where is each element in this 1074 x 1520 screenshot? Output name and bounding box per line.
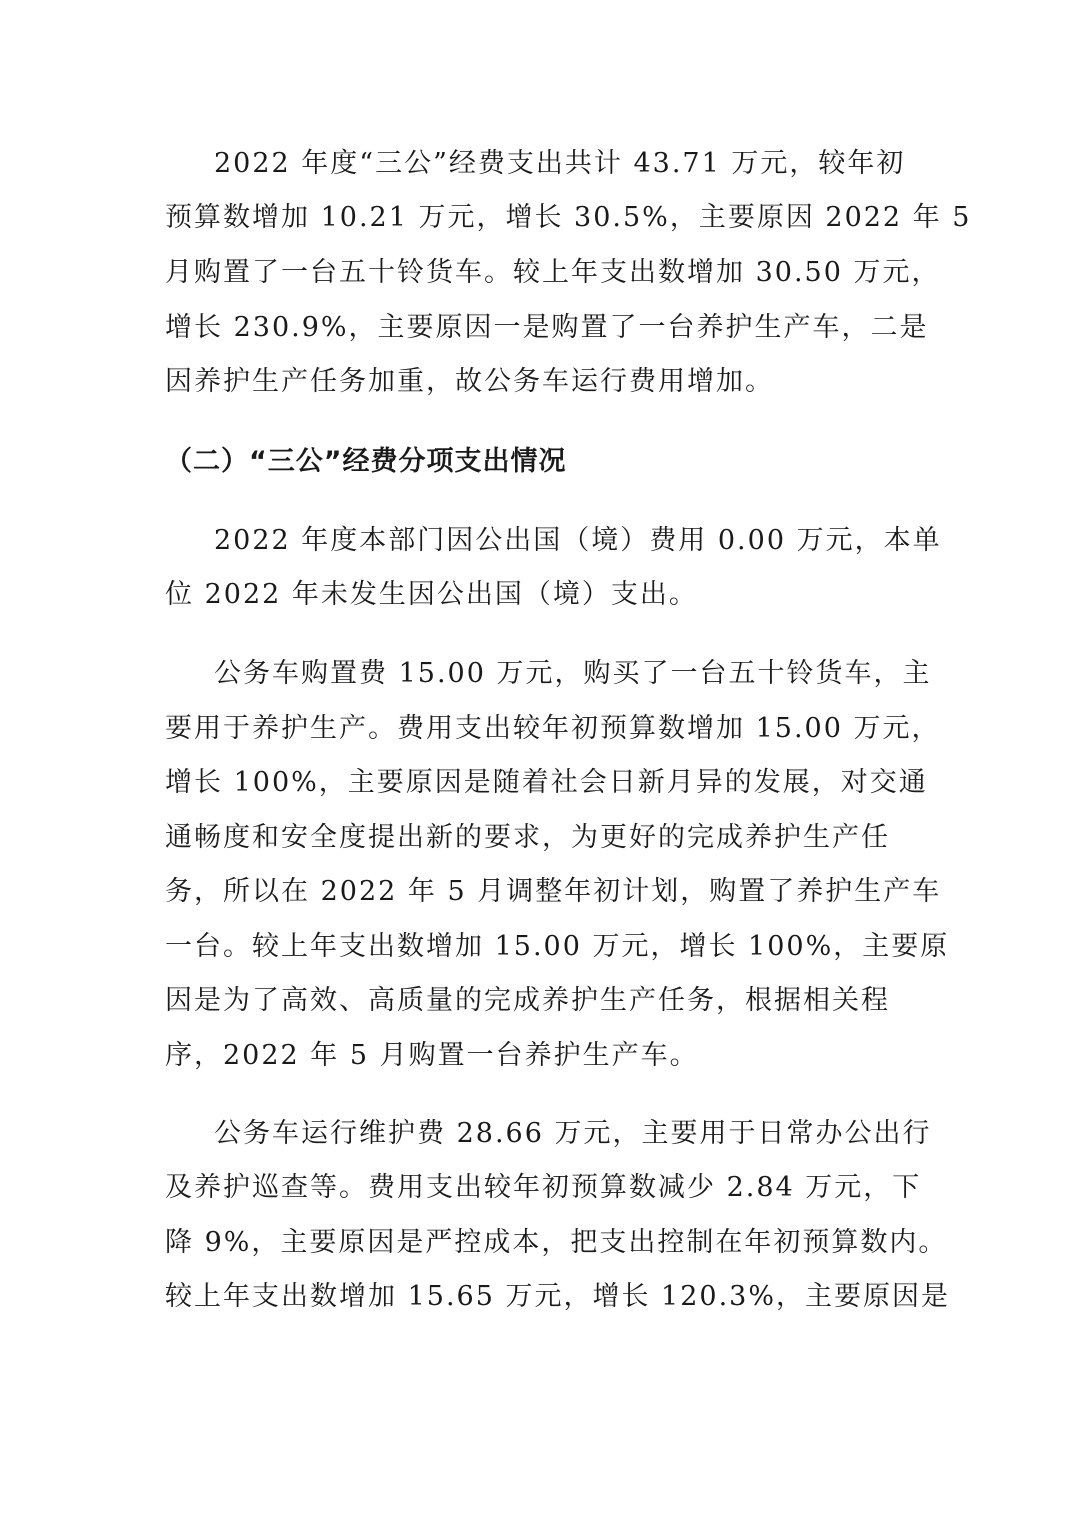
section-heading: （二）“三公”经费分项支出情况 — [165, 446, 567, 477]
text-line: 增长 100%，主要原因是随着社会日新月异的发展，对交通 — [165, 767, 928, 798]
text-line: 因养护生产任务加重，故公务车运行费用增加。 — [165, 366, 774, 397]
text-line: 较上年支出数增加 15.65 万元，增长 120.3%，主要原因是 — [165, 1281, 950, 1312]
text-line: 2022 年度本部门因公出国（境）费用 0.00 万元，本单 — [214, 525, 942, 556]
text-line: 公务车购置费 15.00 万元，购买了一台五十铃货车，主 — [214, 658, 932, 689]
text-line: 务，所以在 2022 年 5 月调整年初计划，购置了养护生产车 — [165, 876, 942, 907]
text-line: 及养护巡查等。费用支出较年初预算数减少 2.84 万元，下 — [165, 1172, 922, 1203]
text-line: 增长 230.9%，主要原因一是购置了一台养护生产车，二是 — [165, 312, 929, 343]
text-line: 降 9%，主要原因是严控成本，把支出控制在年初预算数内。 — [165, 1227, 948, 1258]
text-line: 月购置了一台五十铃货车。较上年支出数增加 30.50 万元， — [165, 257, 941, 288]
text-line: 2022 年度“三公”经费支出共计 43.71 万元，较年初 — [214, 148, 906, 179]
text-line: 要用于养护生产。费用支出较年初预算数增加 15.00 万元， — [165, 713, 941, 744]
text-line: 因是为了高效、高质量的完成养护生产任务，根据相关程 — [165, 985, 890, 1016]
text-line: 一台。较上年支出数增加 15.00 万元，增长 100%，主要原 — [165, 931, 950, 962]
text-line: 预算数增加 10.21 万元，增长 30.5%，主要原因 2022 年 5 — [165, 202, 972, 233]
text-line: 通畅度和安全度提出新的要求，为更好的完成养护生产任 — [165, 822, 890, 853]
text-line: 位 2022 年未发生因公出国（境）支出。 — [165, 579, 698, 610]
text-line: 公务车运行维护费 28.66 万元，主要用于日常办公出行 — [214, 1118, 932, 1149]
text-line: 序，2022 年 5 月购置一台养护生产车。 — [165, 1040, 699, 1071]
